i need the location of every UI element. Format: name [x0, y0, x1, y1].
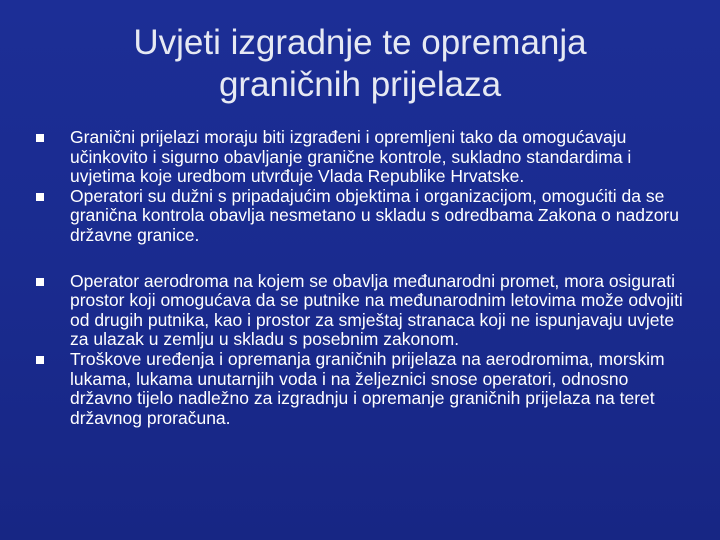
square-bullet-icon	[36, 356, 44, 364]
bullet-item-2	[36, 187, 686, 246]
slide-title	[0, 22, 720, 106]
bullet-item-1	[36, 128, 686, 187]
bullet-text-4: Troškove uređenja i opremanja graničnih prijelaza na aerodromima, morskim lukama, lukama unutarnjih voda i na željeznici snose operatori, odnosno državno tijelo nadležno za izgradnju i opremanje graničnih prijelaza na teret državnog proračuna.	[70, 348, 665, 428]
bullet-list	[36, 128, 686, 428]
bullet-text-3: Operator aerodroma na kojem se obavlja međunarodni promet, mora osigurati prostor koji omogućava da se putnike na međunarodnim letovima može odvojiti od drugih putnika, kao i prostor za smještaj stranaca koji ne ispunjavaju uvjete za ulazak u zemlju u skladu s posebnim zakonom.	[70, 270, 683, 350]
slide-title-line-2: graničnih prijelaza	[218, 65, 502, 104]
square-bullet-icon	[36, 278, 44, 286]
square-bullet-icon	[36, 134, 44, 142]
bullet-item-3	[36, 272, 686, 350]
bullet-item-4	[36, 350, 686, 428]
slide-title-line-1: Uvjeti izgradnje te opremanja	[133, 23, 587, 62]
bullet-text-1: Granični prijelazi moraju biti izgrađeni i opremljeni tako da omogućavaju učinkovito i sigurno obavljanje granične kontrole, sukladno standardima i uvjetima koje uredbom utvrđuje Vlada Republike Hrvatske.	[70, 127, 632, 187]
bullet-text-2: Operatori su dužni s pripadajućim objektima i organizacijom, omogućiti da se granična kontrola obavlja nesmetano u skladu s odredbama Zakona o nadzoru državne granice.	[70, 185, 679, 245]
square-bullet-icon	[36, 193, 44, 201]
